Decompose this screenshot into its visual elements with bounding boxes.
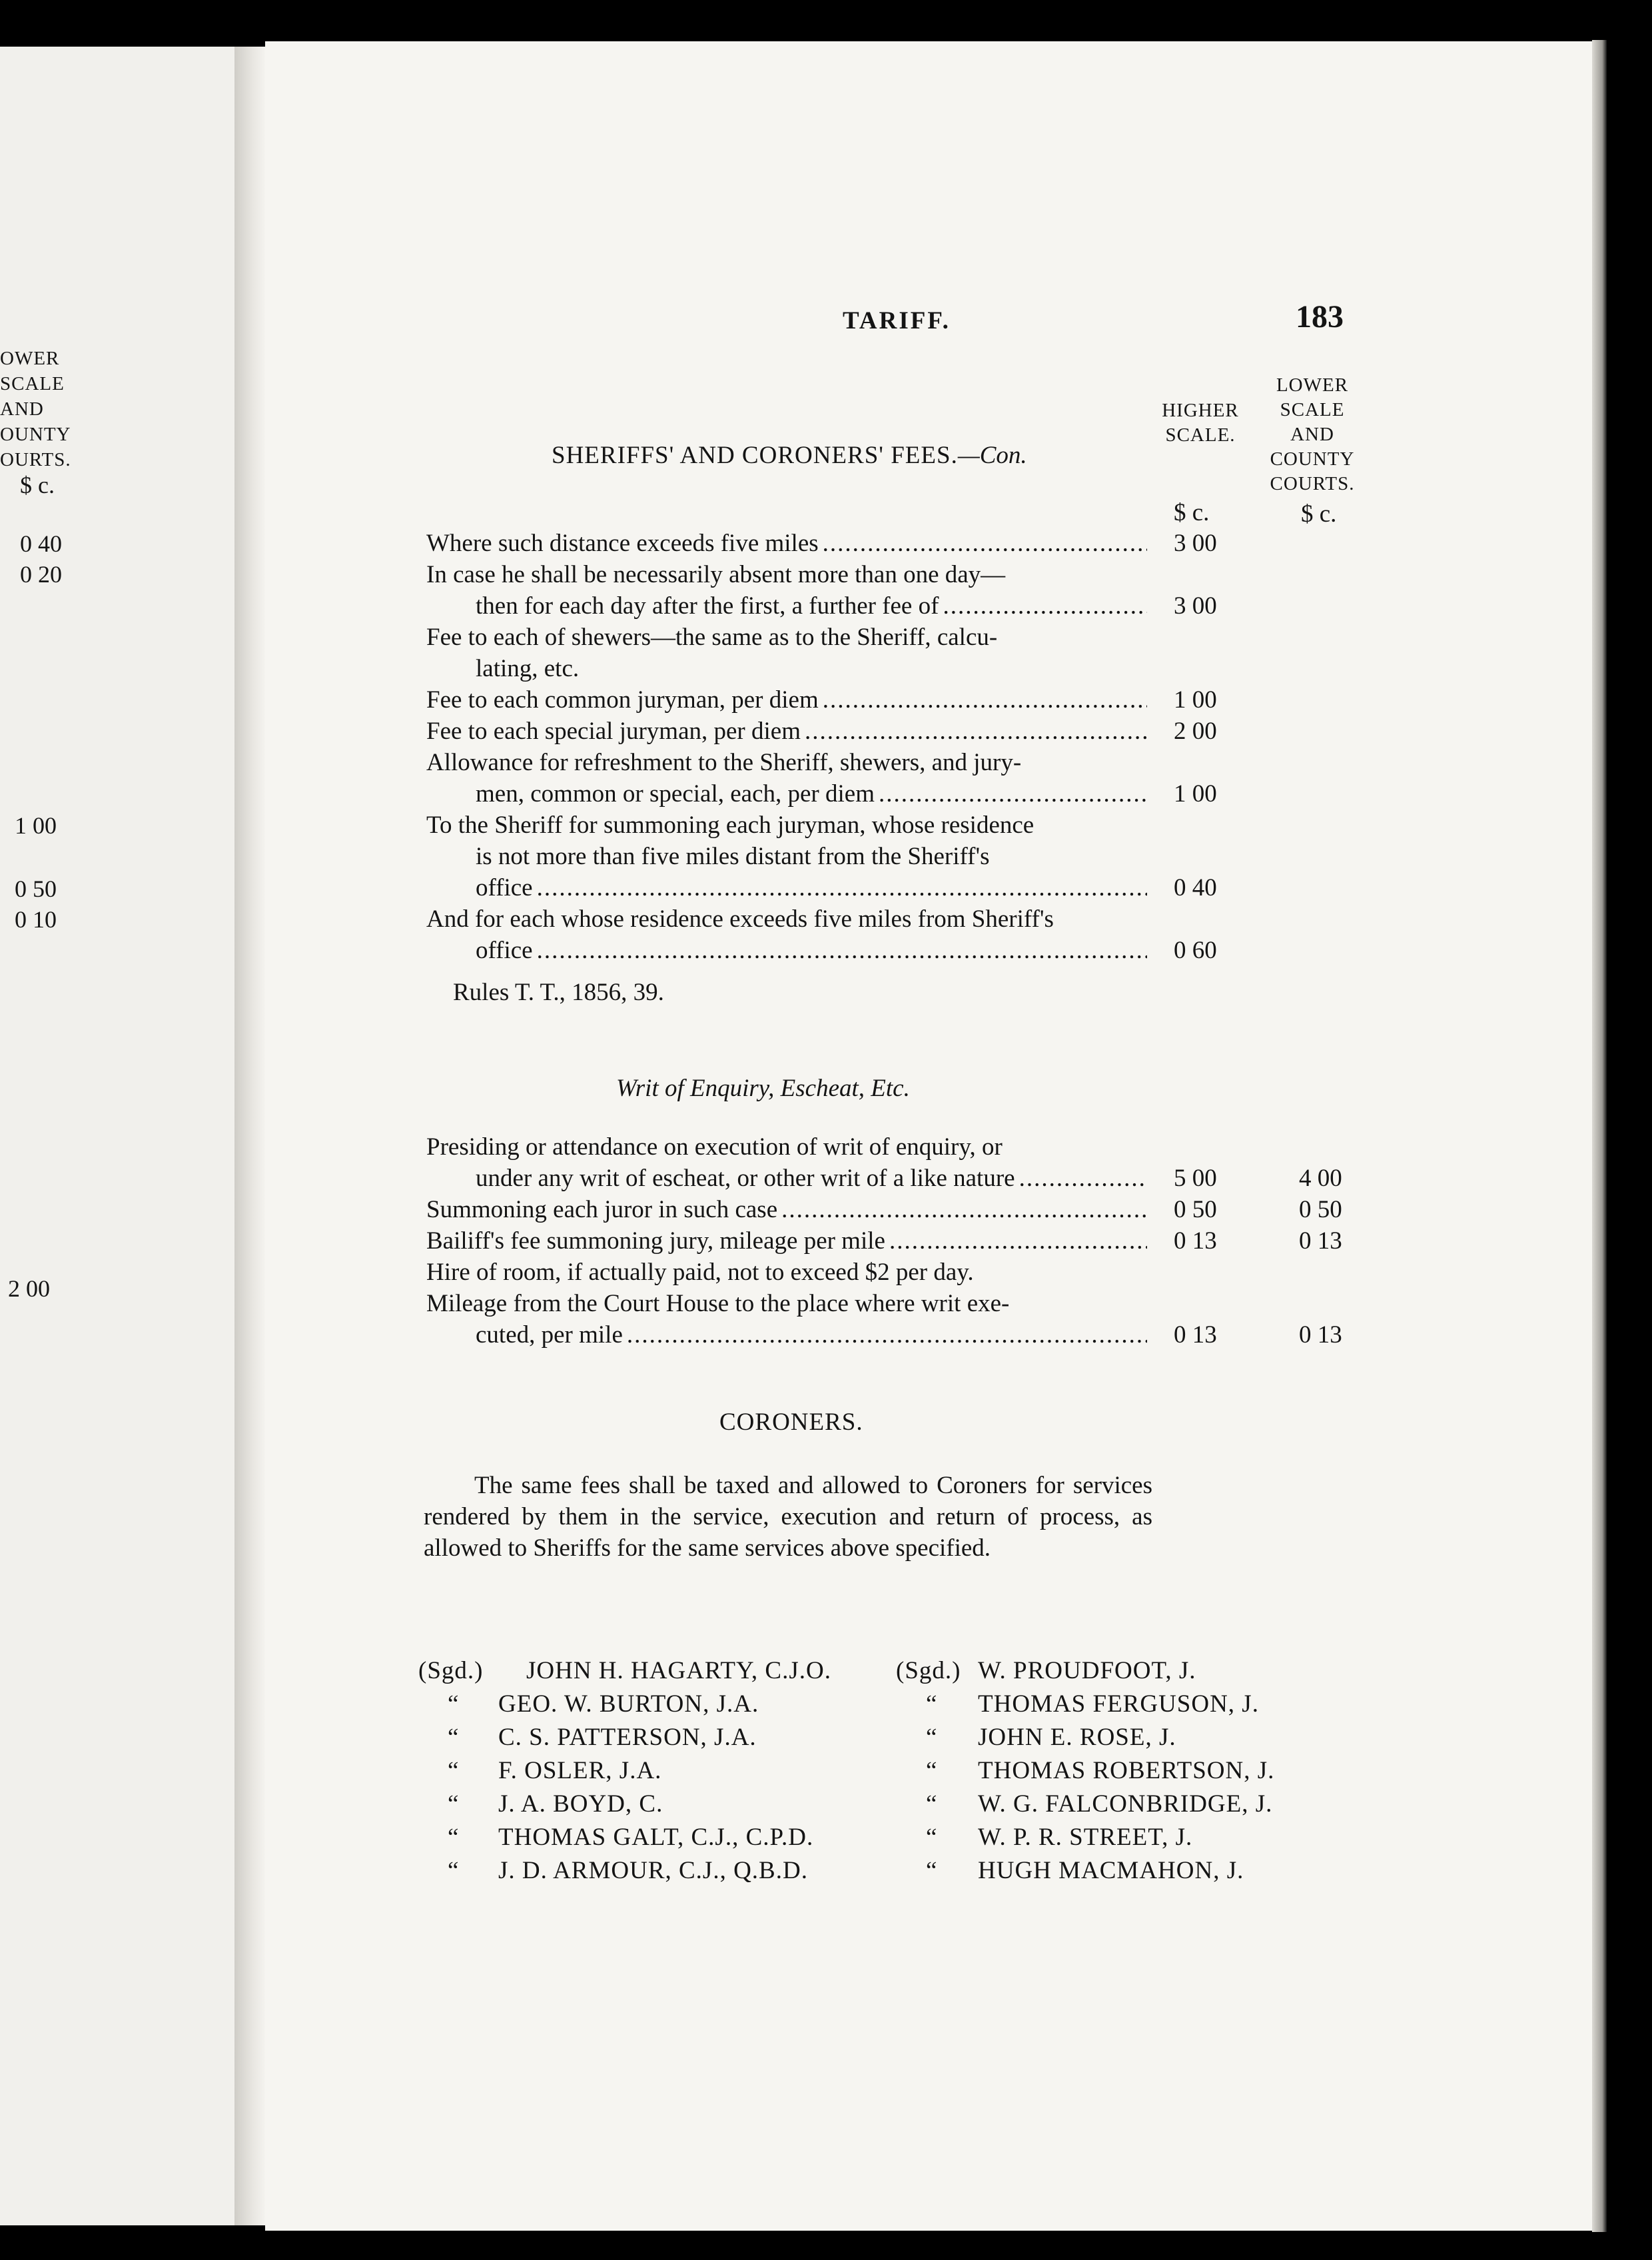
item-text-line: then for each day after the first, a further fee of [476, 592, 939, 620]
sig-prefix-left: (Sgd.) [418, 1657, 484, 1684]
higher-value: 3 00 [1174, 592, 1217, 620]
signatory-right: W. P. R. STREET, J. [978, 1824, 1193, 1851]
dot-leader [537, 936, 1147, 965]
lower-unit: $ c. [1301, 500, 1337, 528]
section-title-text: SHERIFFS' AND CORONERS' FEES. [552, 442, 958, 469]
higher-value: 1 00 [1174, 780, 1217, 808]
signatory-right: W. G. FALCONBRIDGE, J. [978, 1790, 1273, 1818]
item-text-line: Fee to each special juryman, per diem [426, 718, 801, 745]
lower-header-line: SCALE [1280, 399, 1345, 420]
higher-header-line: SCALE. [1165, 424, 1236, 446]
item-text-line: Presiding or attendance on execution of writ of enquiry, or [426, 1133, 1003, 1161]
item-text-line: under any writ of escheat, or other writ of a like nature [476, 1165, 1015, 1192]
left-value: 0 20 [20, 561, 62, 588]
item-text-line: In case he shall be necessarily absent more than one day— [426, 561, 1006, 588]
item-text-line: lating, etc. [476, 655, 580, 682]
signatory-left: GEO. W. BURTON, J.A. [498, 1690, 759, 1718]
lower-value: 0 13 [1299, 1227, 1342, 1255]
item-text-line: cuted, per mile [476, 1321, 623, 1349]
higher-value: 0 40 [1174, 874, 1217, 901]
item-text-line: And for each whose residence exceeds five miles from Sheriff's [426, 905, 1054, 933]
section-title-coroners: CORONERS. [719, 1409, 863, 1436]
left-value: 0 50 [15, 875, 57, 902]
dot-leader [889, 1227, 1147, 1256]
page-edge-shadow [1592, 40, 1607, 2232]
signatory-left: JOHN H. HAGARTY, C.J.O. [526, 1657, 831, 1684]
sig-prefix-left: “ [448, 1857, 460, 1884]
left-value: 0 10 [15, 906, 57, 933]
book-gutter [234, 47, 265, 2225]
sig-prefix-left: “ [448, 1724, 460, 1751]
left-header-line: OUNTY [0, 424, 71, 445]
left-header-line: OWER [0, 348, 60, 369]
left-unit: $ c. [20, 472, 55, 498]
lower-header-line: COUNTY [1270, 448, 1355, 470]
left-header-line: AND [0, 398, 44, 420]
item-text-line: is not more than five miles distant from the Sheriff's [476, 843, 990, 870]
signatory-left: THOMAS GALT, C.J., C.P.D. [498, 1824, 814, 1851]
sig-prefix-right: (Sgd.) [896, 1657, 961, 1684]
item-text-line: Fee to each of shewers—the same as to the Sheriff, calcu- [426, 624, 998, 651]
dot-leader [537, 873, 1147, 903]
left-header-line: OURTS. [0, 449, 71, 470]
signatory-left: C. S. PATTERSON, J.A. [498, 1724, 757, 1751]
sig-prefix-right: “ [926, 1690, 938, 1718]
coroners-paragraph: The same fees shall be taxed and allowed to Coroners for services rendered by them in the service, execution and return of process, as allowed to Sheriffs for the same services above specified. [424, 1472, 1152, 1562]
sig-prefix-left: “ [448, 1757, 460, 1784]
rule-reference: Rules T. T., 1856, 39. [453, 979, 664, 1006]
lower-value: 4 00 [1299, 1165, 1342, 1192]
signatory-right: JOHN E. ROSE, J. [978, 1724, 1176, 1751]
dot-leader [823, 686, 1147, 715]
sig-prefix-left: “ [448, 1790, 460, 1818]
sig-prefix-right: “ [926, 1724, 938, 1751]
item-text-line: Allowance for refreshment to the Sheriff, shewers, and jury- [426, 749, 1022, 776]
higher-value: 3 00 [1174, 530, 1217, 557]
higher-value: 0 60 [1174, 937, 1217, 964]
item-text-line: office [476, 937, 533, 964]
sig-prefix-right: “ [926, 1790, 938, 1818]
section-title-sheriffs [552, 441, 1027, 470]
dot-leader [627, 1321, 1147, 1350]
left-value: 0 40 [20, 530, 62, 557]
page-number: 183 [1296, 299, 1344, 334]
lower-header-line: LOWER [1276, 374, 1349, 396]
signatory-right: THOMAS ROBERTSON, J. [978, 1757, 1275, 1784]
dot-leader [805, 717, 1147, 746]
left-value: 2 00 [8, 1275, 50, 1302]
higher-value: 5 00 [1174, 1165, 1217, 1192]
signatory-right: THOMAS FERGUSON, J. [978, 1690, 1259, 1718]
dot-leader [943, 592, 1147, 621]
item-text-line: To the Sheriff for summoning each juryman, whose residence [426, 812, 1034, 839]
sig-prefix-right: “ [926, 1757, 938, 1784]
item-text-line: Summoning each juror in such case [426, 1196, 778, 1223]
running-title: TARIFF. [843, 307, 951, 334]
higher-value: 1 00 [1174, 686, 1217, 714]
item-text-line: Where such distance exceeds five miles [426, 530, 819, 557]
dot-leader [823, 529, 1147, 558]
dot-leader [1019, 1164, 1147, 1193]
higher-value: 2 00 [1174, 718, 1217, 745]
section-title-suffix: —Con. [957, 442, 1027, 469]
item-text-line: Mileage from the Court House to the place where writ exe- [426, 1290, 1010, 1317]
lower-header-line: COURTS. [1270, 473, 1355, 494]
sig-prefix-right: “ [926, 1824, 938, 1851]
lower-header-line: AND [1290, 424, 1334, 445]
higher-value: 0 13 [1174, 1227, 1217, 1255]
higher-unit: $ c. [1174, 499, 1210, 526]
item-text-line: office [476, 874, 533, 901]
sig-prefix-left: “ [448, 1824, 460, 1851]
section-title-writ: Writ of Enquiry, Escheat, Etc. [616, 1075, 910, 1102]
signatory-right: W. PROUDFOOT, J. [978, 1657, 1196, 1684]
item-text-line: men, common or special, each, per diem [476, 780, 875, 808]
item-text-line: Hire of room, if actually paid, not to exceed $2 per day. [426, 1259, 974, 1286]
signatory-left: J. A. BOYD, C. [498, 1790, 663, 1818]
lower-value: 0 50 [1299, 1196, 1342, 1223]
higher-header-line: HIGHER [1162, 400, 1239, 421]
signatory-left: F. OSLER, J.A. [498, 1757, 662, 1784]
left-value: 1 00 [15, 812, 57, 839]
dot-leader [879, 780, 1147, 809]
dot-leader [781, 1195, 1147, 1225]
left-header-line: SCALE [0, 373, 65, 394]
item-text-line: Fee to each common juryman, per diem [426, 686, 819, 714]
sig-prefix-right: “ [926, 1857, 938, 1884]
higher-value: 0 50 [1174, 1196, 1217, 1223]
sig-prefix-left: “ [448, 1690, 460, 1718]
signatory-right: HUGH MACMAHON, J. [978, 1857, 1244, 1884]
item-text-line: Bailiff's fee summoning jury, mileage per mile [426, 1227, 885, 1255]
lower-value: 0 13 [1299, 1321, 1342, 1349]
signatory-left: J. D. ARMOUR, C.J., Q.B.D. [498, 1857, 808, 1884]
higher-value: 0 13 [1174, 1321, 1217, 1349]
